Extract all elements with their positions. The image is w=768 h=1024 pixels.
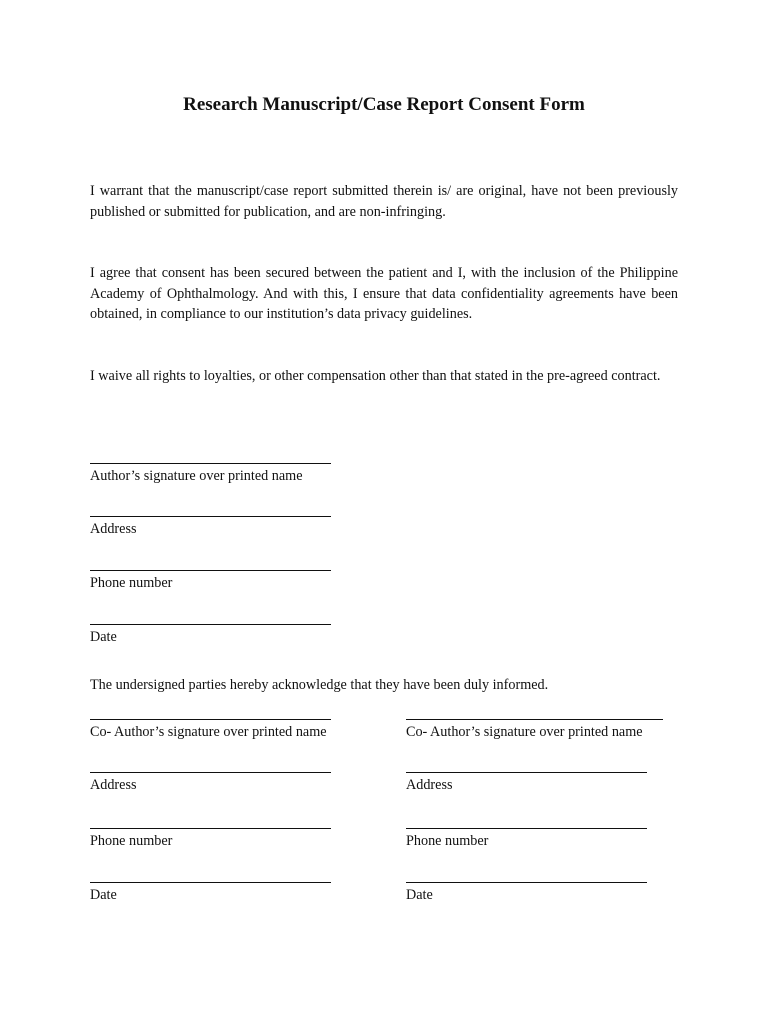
author-date-field[interactable]: [90, 624, 331, 646]
coauthor-right-date-label: Date: [406, 887, 433, 903]
author-address-field[interactable]: [90, 516, 331, 538]
coauthor-right-phone-field[interactable]: [406, 828, 647, 850]
phone-line: [90, 828, 331, 829]
address-line: [90, 516, 331, 517]
coauthor-right-date-field[interactable]: [406, 882, 647, 904]
date-line: [406, 882, 647, 883]
author-address-label: Address: [90, 521, 137, 537]
author-signature-label: Author’s signature over printed name: [90, 468, 303, 484]
signature-line: [406, 719, 663, 720]
coauthor-left-phone-field[interactable]: [90, 828, 331, 850]
acknowledgement-text: The undersigned parties hereby acknowledge that they have been duly informed.: [90, 677, 549, 693]
coauthor-right-address-field[interactable]: [406, 772, 647, 794]
coauthor-left-signature-label: Co- Author’s signature over printed name: [90, 724, 327, 740]
author-phone-field[interactable]: [90, 570, 331, 592]
phone-line: [90, 570, 331, 571]
coauthor-left-date-field[interactable]: [90, 882, 331, 904]
address-line: [90, 772, 331, 773]
coauthor-right-address-label: Address: [406, 777, 453, 793]
signature-line: [90, 719, 331, 720]
coauthor-left-phone-label: Phone number: [90, 833, 173, 849]
author-date-label: Date: [90, 629, 117, 645]
coauthor-left-date-label: Date: [90, 887, 117, 903]
coauthor-left-signature-field[interactable]: [90, 719, 331, 741]
form-title: Research Manuscript/Case Report Consent Form: [183, 94, 585, 115]
waiver-paragraph: I waive all rights to loyalties, or other compensation other than that stated in the pre-agreed contract.: [90, 368, 661, 384]
coauthor-right-signature-field[interactable]: [406, 719, 663, 741]
coauthor-left-address-field[interactable]: [90, 772, 331, 794]
signature-line: [90, 463, 331, 464]
author-signature-field[interactable]: [90, 463, 331, 485]
author-phone-label: Phone number: [90, 575, 173, 591]
coauthor-right-phone-label: Phone number: [406, 833, 489, 849]
date-line: [90, 624, 331, 625]
date-line: [90, 882, 331, 883]
coauthor-left-address-label: Address: [90, 777, 137, 793]
coauthor-right-signature-label: Co- Author’s signature over printed name: [406, 724, 643, 740]
consent-paragraph: I agree that consent has been secured between the patient and I, with the inclusion of the Philippine Academy of Ophthalmology. And with this, I ensure that data confidentiality agreements have been obtained, in compliance to our institution’s data privacy guidelines.: [90, 265, 678, 322]
warranty-paragraph: I warrant that the manuscript/case report submitted therein is/ are original, have not been previously published or submitted for publication, and are non-infringing.: [90, 183, 678, 220]
phone-line: [406, 828, 647, 829]
address-line: [406, 772, 647, 773]
